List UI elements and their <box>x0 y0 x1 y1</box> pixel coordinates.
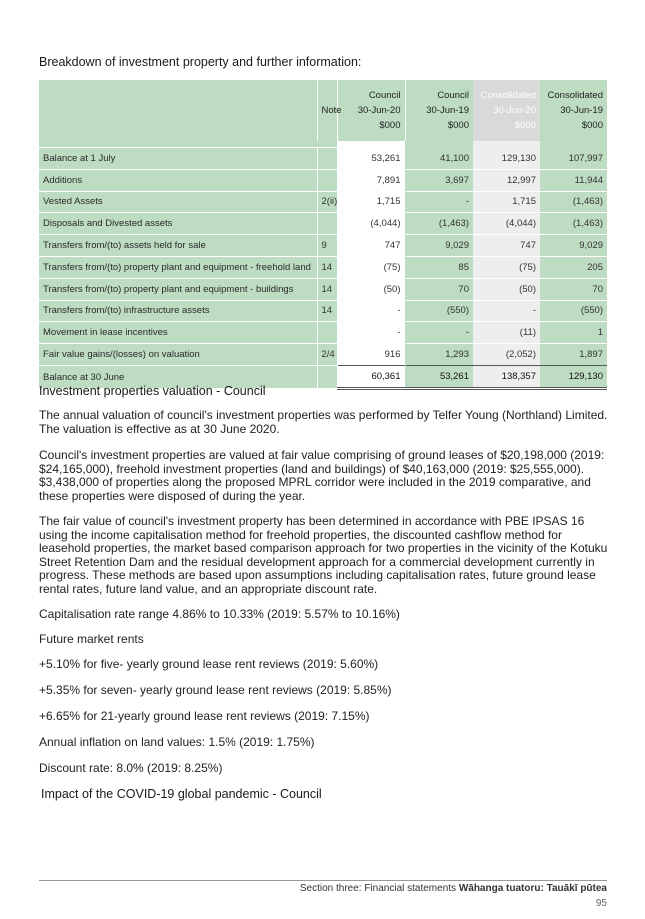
table-row <box>39 148 607 170</box>
row-value-consolidated-2020: (2,052) <box>473 344 540 366</box>
row-note: 2(ii) <box>317 191 337 213</box>
row-value-consolidated-2020: 129,130 <box>473 148 540 170</box>
rent-review-five-yearly: +5.10% for five- yearly ground lease rent reviews (2019: 5.60%) <box>39 657 379 671</box>
row-value-council-2020: (50) <box>337 278 405 300</box>
table-row <box>39 169 607 191</box>
row-value-council-2020: (4,044) <box>337 213 405 235</box>
header-label-blank <box>39 80 317 141</box>
table-row <box>39 278 607 300</box>
row-value-council-2019: 41,100 <box>405 148 473 170</box>
row-value-consolidated-2020: 138,357 <box>473 365 540 388</box>
header-text: Consolidated <box>547 90 603 101</box>
row-value-council-2020: 1,715 <box>337 191 405 213</box>
footer-section-maori: Wāhanga tuatoru: Tauākī pūtea <box>458 883 607 894</box>
header-consolidated-2019 <box>540 80 607 141</box>
row-value-consolidated-2019: (1,463) <box>540 191 607 213</box>
row-value-council-2019: - <box>405 322 473 344</box>
row-value-consolidated-2019: 11,944 <box>540 169 607 191</box>
row-value-consolidated-2020: (75) <box>473 256 540 278</box>
row-note: 2/4 <box>317 344 337 366</box>
row-label: Balance at 1 July <box>39 148 317 170</box>
header-text: $000 <box>581 120 603 131</box>
row-value-council-2020: 53,261 <box>337 148 405 170</box>
header-text: $000 <box>447 120 469 131</box>
row-value-council-2020: 916 <box>337 344 405 366</box>
row-value-council-2019: 53,261 <box>405 365 473 388</box>
row-value-consolidated-2020: 1,715 <box>473 191 540 213</box>
row-label: Fair value gains/(losses) on valuation <box>39 344 317 366</box>
row-value-consolidated-2019: 129,130 <box>540 365 607 388</box>
row-label: Transfers from/(to) assets held for sale <box>39 235 317 257</box>
footer-section: Section three: Financial statements <box>299 883 459 894</box>
table-row <box>39 344 607 366</box>
table-row <box>39 256 607 278</box>
header-text: 30-Jun-20 <box>357 105 401 116</box>
table-row <box>39 300 607 322</box>
header-council-2020 <box>337 80 405 141</box>
row-value-consolidated-2020: - <box>473 300 540 322</box>
row-label: Transfers from/(to) infrastructure assets <box>39 300 317 322</box>
row-value-consolidated-2020: 12,997 <box>473 169 540 191</box>
header-text: Consolidated <box>480 90 536 101</box>
row-value-council-2019: 70 <box>405 278 473 300</box>
page-number: 95 <box>595 898 607 909</box>
row-note <box>317 322 337 344</box>
valuation-paragraph-3: The fair value of council's investment property has been determined in accordance with PBE IPSAS 16 using the income capitalisation method for freehold properties, the discounted cashflow method for leasehold properties, the market based comparison approach for two properties in the vicinity of the Kotuku Street Retention Dam and the residual development approach for a commercial development currently in progress. These methods are based upon assumptions including capitalisation rates, future ground lease rental rates, future land value, and an appropriate discount rate. <box>39 514 608 596</box>
row-label: Disposals and Divested assets <box>39 213 317 235</box>
header-text: 30-Jun-19 <box>560 105 603 116</box>
discount-rate: Discount rate: 8.0% (2019: 8.25%) <box>39 761 223 775</box>
table-row <box>39 235 607 257</box>
covid-title: Impact of the COVID-19 global pandemic - Council <box>41 787 322 801</box>
row-note <box>317 169 337 191</box>
header-consolidated-2020 <box>473 80 540 141</box>
page-heading: Breakdown of investment property and further information: <box>39 55 362 69</box>
inflation-rate: Annual inflation on land values: 1.5% (2019: 1.75%) <box>39 735 315 749</box>
row-note: 14 <box>317 278 337 300</box>
header-text: $000 <box>514 120 536 131</box>
row-value-council-2019: (1,463) <box>405 213 473 235</box>
header-text: $000 <box>379 120 401 131</box>
row-value-council-2019: 1,293 <box>405 344 473 366</box>
row-value-consolidated-2020: 747 <box>473 235 540 257</box>
row-value-consolidated-2019: (550) <box>540 300 607 322</box>
header-text: 30-Jun-20 <box>493 105 536 116</box>
row-label: Balance at 30 June <box>39 365 317 388</box>
row-value-council-2020: (75) <box>337 256 405 278</box>
rent-review-seven-yearly: +5.35% for seven- yearly ground lease rent reviews (2019: 5.85%) <box>39 683 392 697</box>
row-label: Vested Assets <box>39 191 317 213</box>
header-text: 30-Jun-19 <box>426 105 469 116</box>
row-value-consolidated-2019: 1,897 <box>540 344 607 366</box>
row-note: 14 <box>317 256 337 278</box>
row-value-consolidated-2020: (50) <box>473 278 540 300</box>
valuation-title: Investment properties valuation - Council <box>39 384 266 398</box>
header-text: Council <box>368 90 401 101</box>
row-label: Transfers from/(to) property plant and equipment - freehold land <box>39 256 317 278</box>
table-row <box>39 213 607 235</box>
row-value-council-2020: 747 <box>337 235 405 257</box>
row-value-consolidated-2019: 107,997 <box>540 148 607 170</box>
row-label: Transfers from/(to) property plant and equipment - buildings <box>39 278 317 300</box>
rent-review-21-yearly: +6.65% for 21-yearly ground lease rent reviews (2019: 7.15%) <box>39 709 370 723</box>
capitalisation-rate: Capitalisation rate range 4.86% to 10.33% (2019: 5.57% to 10.16%) <box>39 607 400 621</box>
header-note: Note <box>317 80 337 141</box>
row-value-council-2019: - <box>405 191 473 213</box>
row-value-council-2019: 3,697 <box>405 169 473 191</box>
row-value-consolidated-2019: 1 <box>540 322 607 344</box>
table-header-row <box>39 80 607 141</box>
row-value-council-2020: - <box>337 322 405 344</box>
row-value-council-2019: (550) <box>405 300 473 322</box>
row-note <box>317 213 337 235</box>
row-value-consolidated-2020: (11) <box>473 322 540 344</box>
header-council-2019 <box>405 80 473 141</box>
table-row <box>39 191 607 213</box>
row-value-council-2019: 85 <box>405 256 473 278</box>
row-note <box>317 148 337 170</box>
row-value-consolidated-2019: 9,029 <box>540 235 607 257</box>
row-label: Additions <box>39 169 317 191</box>
header-text: Council <box>437 90 469 101</box>
row-value-consolidated-2019: (1,463) <box>540 213 607 235</box>
page-footer <box>300 883 607 894</box>
valuation-paragraph-2: Council's investment properties are valued at fair value comprising of ground leases of $20,198,000 (2019: $24,165,000), freehold investment properties (land and buildings) of $40,163,000 (2019: $25,555,000). $3,438,000 of properties along the proposed MPRL corridor were included in the 2019 comparative, and these properties were disposed of during the year. <box>39 448 605 503</box>
row-value-consolidated-2019: 70 <box>540 278 607 300</box>
row-value-council-2020: - <box>337 300 405 322</box>
row-value-council-2020: 7,891 <box>337 169 405 191</box>
row-note: 9 <box>317 235 337 257</box>
future-rents-label: Future market rents <box>39 632 144 646</box>
footer-divider <box>39 880 607 881</box>
valuation-paragraph-1: The annual valuation of council's investment properties was performed by Telfer Young (Northland) Limited. The valuation is effective as at 30 June 2020. <box>39 408 608 436</box>
row-value-consolidated-2020: (4,044) <box>473 213 540 235</box>
row-value-council-2019: 9,029 <box>405 235 473 257</box>
row-note: 14 <box>317 300 337 322</box>
row-note <box>317 365 337 388</box>
investment-property-table <box>39 80 607 390</box>
row-label: Movement in lease incentives <box>39 322 317 344</box>
row-value-consolidated-2019: 205 <box>540 256 607 278</box>
row-value-council-2020: 60,361 <box>337 365 405 388</box>
table-row <box>39 322 607 344</box>
